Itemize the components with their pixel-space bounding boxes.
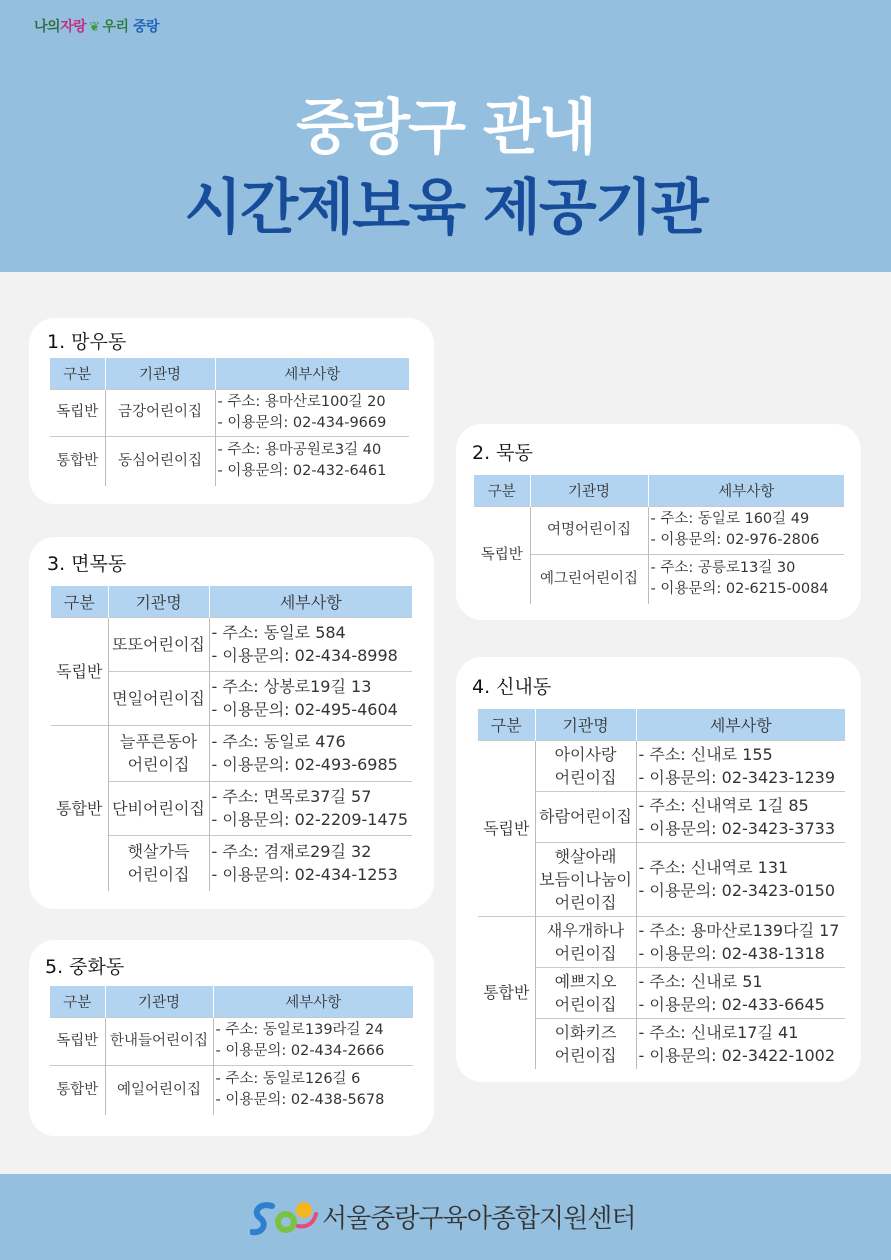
center-address: - 주소: 용마산로100길 20 — [217, 393, 386, 410]
center-name: 면일어린이집 — [108, 671, 209, 725]
center-phone: - 이용문의: 02-438-5678 — [215, 1092, 385, 1109]
header-type: 구분 — [50, 358, 105, 389]
center-name — [535, 967, 636, 1018]
center-name: 한내들어린이집 — [105, 1017, 213, 1065]
center-name: 예일어린이집 — [105, 1065, 213, 1115]
header-type: 구분 — [51, 586, 108, 617]
center-phone: - 이용문의: 02-493-6985 — [211, 755, 398, 774]
center-name — [535, 916, 636, 967]
card-myeonmok — [29, 537, 434, 909]
center-detail — [648, 506, 844, 554]
center-detail — [213, 1017, 413, 1065]
header-type: 구분 — [478, 709, 535, 740]
header-detail: 세부사항 — [648, 475, 844, 506]
table-row — [474, 554, 844, 604]
card-title: 3. 면목동 — [47, 553, 127, 575]
center-name-line: 어린이집 — [554, 994, 617, 1014]
center-phone: - 이용문의: 02-434-9669 — [217, 414, 387, 431]
header-name: 기관명 — [108, 586, 209, 617]
slogan-part4: 중랑 — [132, 19, 160, 35]
center-phone: - 이용문의: 02-2209-1475 — [211, 810, 409, 829]
center-name: 단비어린이집 — [108, 781, 209, 835]
center-detail — [209, 671, 412, 725]
center-phone: - 이용문의: 02-3423-0150 — [638, 881, 836, 900]
center-phone: - 이용문의: 02-433-6645 — [638, 994, 825, 1014]
class-type: 통합반 — [51, 725, 108, 891]
page-title-line2: 시간제보육 제공기관 — [184, 173, 707, 243]
table-row — [50, 389, 409, 436]
center-name — [535, 740, 636, 791]
center-name-line: 보듬이나눔이 — [539, 869, 632, 889]
footer-banner — [0, 1174, 891, 1260]
center-phone: - 이용문의: 02-438-1318 — [638, 943, 825, 963]
header-type: 구분 — [50, 986, 105, 1017]
class-type: 독립반 — [50, 1017, 105, 1065]
table-row — [478, 740, 845, 791]
center-name — [108, 835, 209, 891]
center-name: 동심어린이집 — [105, 436, 215, 486]
center-detail — [215, 389, 409, 436]
table-row — [50, 1017, 413, 1065]
center-detail — [209, 781, 412, 835]
class-type: 독립반 — [478, 740, 535, 916]
header-detail: 세부사항 — [209, 586, 412, 617]
center-name-line: 햇살가득 — [127, 842, 190, 862]
card-mangwoo — [29, 318, 434, 504]
center-address: - 주소: 동일로139라길 24 — [215, 1022, 384, 1038]
center-address: - 주소: 신내로17길 41 — [638, 1022, 799, 1042]
header-detail: 세부사항 — [213, 986, 413, 1017]
center-address: - 주소: 용마공원로3길 40 — [217, 442, 382, 459]
class-type: 독립반 — [50, 389, 105, 436]
center-detail — [209, 725, 412, 781]
center-name-line: 늘푸른동아 — [119, 732, 198, 751]
center-name — [108, 725, 209, 781]
center-address: - 주소: 상봉로19길 13 — [211, 677, 372, 696]
center-address: - 주소: 면목로37길 57 — [211, 787, 372, 806]
center-address: - 주소: 동일로 584 — [211, 623, 346, 642]
page-title-line1: 중랑구 관내 — [296, 93, 595, 163]
table-row — [474, 506, 844, 554]
card-title: 4. 신내동 — [472, 676, 552, 698]
leaf-icon: ❦ — [89, 20, 100, 35]
center-address: - 주소: 공릉로13길 30 — [650, 560, 796, 577]
center-detail — [636, 1018, 845, 1069]
center-address: - 주소: 동일로126길 6 — [215, 1071, 361, 1088]
card-sinnae — [456, 657, 861, 1082]
card-muk — [456, 424, 861, 620]
header-name: 기관명 — [105, 986, 213, 1017]
center-table — [478, 709, 845, 1069]
center-detail — [648, 554, 844, 604]
center-detail — [636, 967, 845, 1018]
header-type: 구분 — [474, 475, 530, 506]
card-title: 2. 묵동 — [472, 442, 533, 464]
header-name: 기관명 — [535, 709, 636, 740]
center-detail — [636, 916, 845, 967]
center-address: - 주소: 겸재로29길 32 — [211, 842, 372, 862]
table-row — [478, 916, 845, 967]
center-name-line: 새우개하나 — [546, 920, 625, 940]
center-name-line: 예쁘지오 — [554, 971, 617, 991]
slogan-part2: 자랑 — [60, 19, 87, 35]
center-name-line: 어린이집 — [127, 755, 190, 774]
class-type: 독립반 — [51, 617, 108, 725]
center-name: 여명어린이집 — [530, 506, 648, 554]
center-phone: - 이용문의: 02-3422-1002 — [638, 1045, 836, 1065]
center-name: 예그린어린이집 — [530, 554, 648, 604]
center-phone: - 이용문의: 02-434-2666 — [215, 1043, 385, 1059]
card-title: 1. 망우동 — [47, 331, 127, 353]
organization-name: 서울중랑구육아종합지원센터 — [322, 1204, 636, 1234]
center-name-line: 이화키즈 — [554, 1022, 617, 1042]
center-detail — [636, 740, 845, 791]
center-phone: - 이용문의: 02-434-8998 — [211, 646, 398, 665]
header-detail: 세부사항 — [215, 358, 409, 389]
center-phone: - 이용문의: 02-6215-0084 — [650, 581, 829, 598]
table-row — [51, 617, 412, 671]
center-detail — [636, 842, 845, 916]
center-phone: - 이용문의: 02-432-6461 — [217, 463, 387, 480]
center-name-line: 어린이집 — [554, 767, 617, 787]
header-detail: 세부사항 — [636, 709, 845, 740]
table-row — [50, 436, 409, 486]
card-title: 5. 중화동 — [45, 956, 125, 978]
slogan-part3: 우리 — [102, 19, 129, 35]
center-name-line: 어린이집 — [554, 943, 617, 963]
center-detail — [213, 1065, 413, 1115]
center-address: - 주소: 신내로 155 — [638, 744, 773, 764]
class-type: 통합반 — [50, 1065, 105, 1115]
center-address: - 주소: 용마산로139다길 17 — [638, 920, 840, 940]
slogan-logo — [34, 16, 159, 36]
header-banner — [0, 0, 891, 272]
header-name: 기관명 — [105, 358, 215, 389]
header-name: 기관명 — [530, 475, 648, 506]
center-phone: - 이용문의: 02-3423-3733 — [638, 818, 836, 838]
table-row — [50, 1065, 413, 1115]
center-detail — [209, 835, 412, 891]
class-type: 통합반 — [50, 436, 105, 486]
center-phone: - 이용문의: 02-434-1253 — [211, 865, 398, 885]
table-row — [51, 725, 412, 781]
card-junghwa — [29, 940, 434, 1136]
center-logo-icon — [250, 1196, 320, 1240]
class-type: 독립반 — [474, 506, 530, 604]
center-table — [50, 358, 409, 486]
center-table — [474, 475, 844, 604]
center-address: - 주소: 신내역로 131 — [638, 858, 789, 877]
center-phone: - 이용문의: 02-495-4604 — [211, 700, 398, 719]
slogan-part1: 나의 — [34, 19, 61, 35]
center-address: - 주소: 신내로 51 — [638, 971, 763, 991]
center-name — [535, 842, 636, 916]
center-name — [535, 1018, 636, 1069]
center-name: 하람어린이집 — [535, 791, 636, 842]
center-phone: - 이용문의: 02-3423-1239 — [638, 767, 836, 787]
center-name-line: 어린이집 — [554, 892, 617, 912]
center-name-line: 아이사랑 — [554, 744, 617, 764]
center-table — [51, 586, 412, 891]
center-address: - 주소: 동일로 160길 49 — [650, 511, 810, 527]
center-detail — [636, 791, 845, 842]
center-phone: - 이용문의: 02-976-2806 — [650, 532, 820, 548]
center-name-line: 어린이집 — [554, 1045, 617, 1065]
center-name-line: 어린이집 — [127, 865, 190, 885]
class-type: 통합반 — [478, 916, 535, 1069]
center-name: 또또어린이집 — [108, 617, 209, 671]
center-name-line: 햇살아래 — [554, 846, 617, 866]
center-address: - 주소: 신내역로 1길 85 — [638, 795, 809, 815]
center-detail — [209, 617, 412, 671]
center-detail — [215, 436, 409, 486]
center-address: - 주소: 동일로 476 — [211, 732, 346, 751]
center-name: 금강어린이집 — [105, 389, 215, 436]
center-table — [50, 986, 413, 1115]
